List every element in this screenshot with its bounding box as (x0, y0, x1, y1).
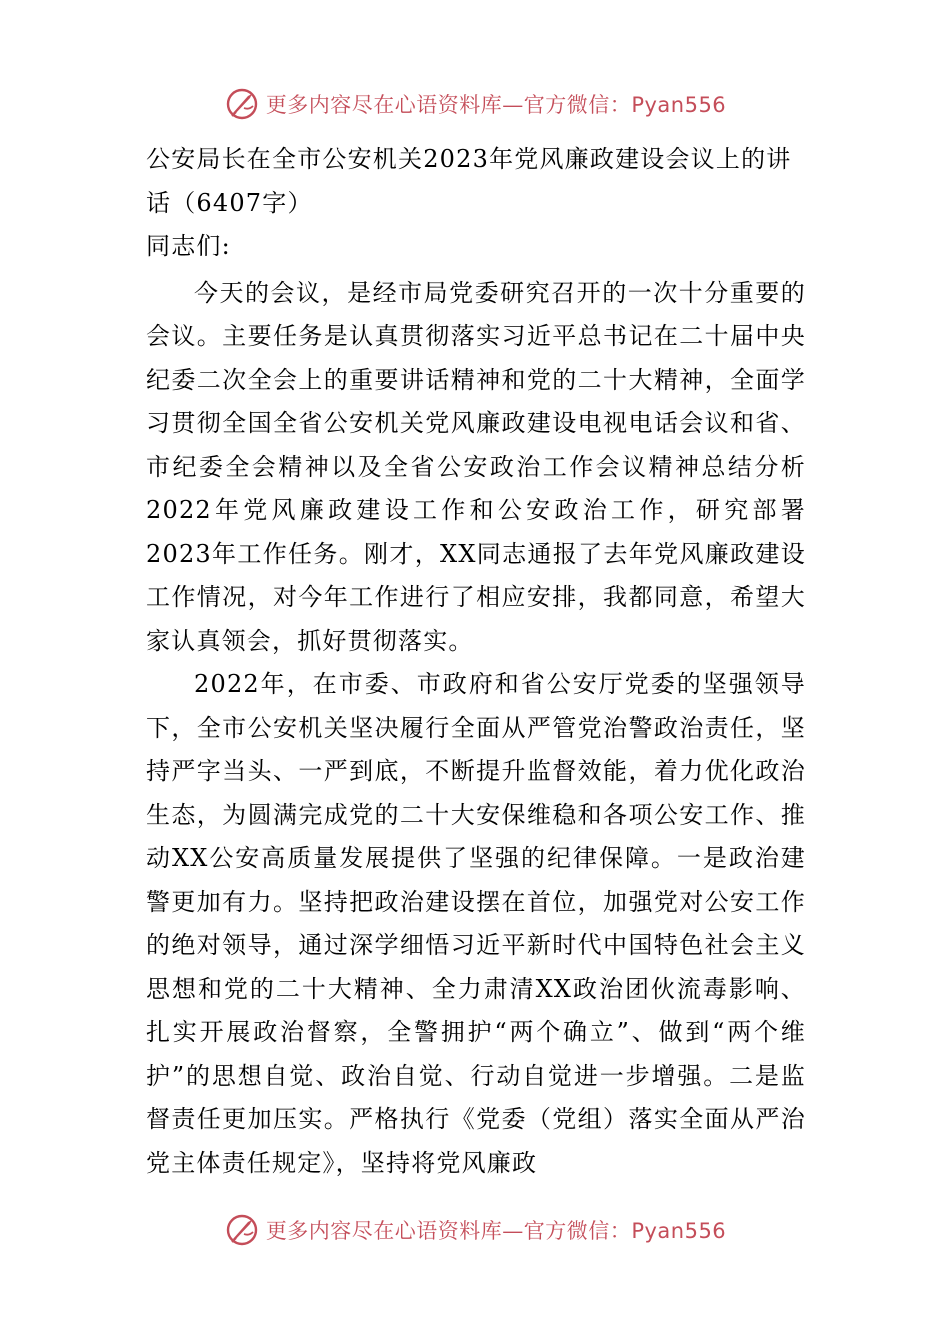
quill-pen-logo-icon (224, 1212, 260, 1248)
watermark-text: 更多内容尽在心语资料库—官方微信：Pyan556 (265, 1219, 727, 1243)
document-title: 公安局长在全市公安机关2023年党风廉政建设会议上的讲话（6407字） (146, 145, 792, 217)
watermark-header (0, 84, 950, 124)
paragraph-1: 今天的会议，是经市局党委研究召开的一次十分重要的会议。主要任务是认真贯彻落实习近平总书记在二十届中央纪委二次全会上的重要讲话精神和党的二十大精神，全面学习贯彻全国全省公安机关党风廉政建设电视电话会议和省、市纪委全会精神以及全省公安政治工作会议精神总结分析2022年党风廉政建设工作和公安政治工作，研究部署2023年工作任务。刚才，XX同志通报了去年党风廉政建设工作情况，对今年工作进行了相应安排，我都同意，希望大家认真领会，抓好贯彻落实。 (146, 278, 806, 655)
salutation: 同志们: (146, 232, 231, 260)
document-body (146, 138, 806, 1185)
paragraph-2: 2022年，在市委、市政府和省公安厅党委的坚强领导下，全市公安机关坚决履行全面从严管党治警政治责任，坚持严字当头、一严到底，不断提升监督效能，着力优化政治生态，为圆满完成党的二十大安保维稳和各项公安工作、推动XX公安高质量发展提供了坚强的纪律保障。一是政治建警更加有力。坚持把政治建设摆在首位，加强党对公安工作的绝对领导，通过深学细悟习近平新时代中国特色社会主义思想和党的二十大精神、全力肃清XX政治团伙流毒影响、扎实开展政治督察，全警拥护“两个确立”、做到“两个维护”的思想自觉、政治自觉、行动自觉进一步增强。二是监督责任更加压实。严格执行《党委（党组）落实全面从严治党主体责任规定》，坚持将党风廉政 (146, 670, 806, 1177)
watermark-footer (0, 1210, 950, 1250)
quill-pen-logo-icon (224, 86, 260, 122)
watermark-text: 更多内容尽在心语资料库—官方微信：Pyan556 (265, 93, 727, 117)
